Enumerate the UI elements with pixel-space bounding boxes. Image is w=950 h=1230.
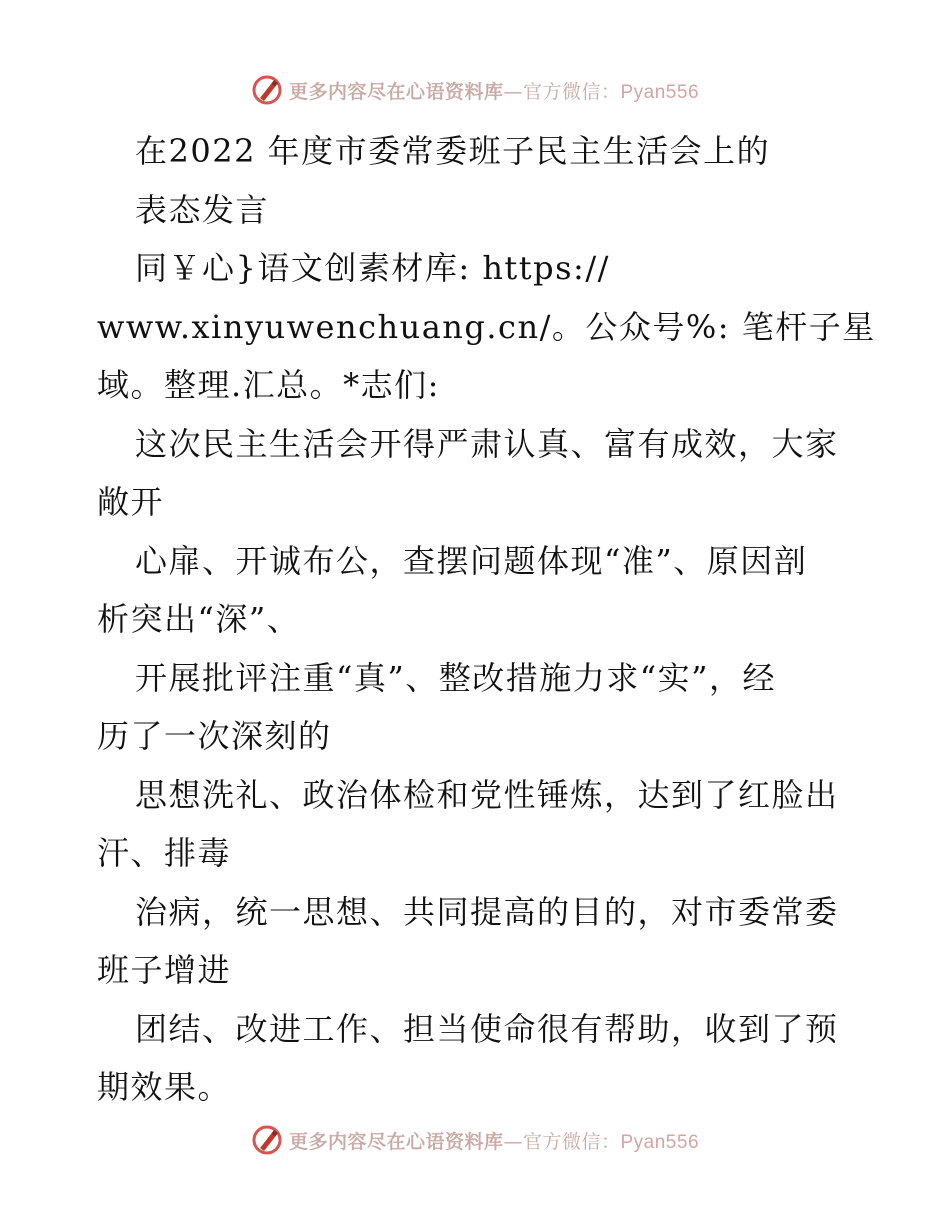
header-watermark bbox=[0, 70, 950, 110]
watermark-text bbox=[289, 77, 699, 104]
footer-watermark bbox=[0, 1120, 950, 1160]
watermark-dash: — bbox=[503, 1130, 523, 1153]
doc-line: 开展批评注重“真”、整改措施力求“实”，经 bbox=[135, 658, 776, 697]
doc-line: 析突出“深”、 bbox=[97, 600, 301, 638]
doc-line: 思想洗礼、政治体检和党性锤炼，达到了红脸出 bbox=[135, 775, 839, 814]
document-body bbox=[97, 122, 876, 1117]
watermark-main: 更多内容尽在心语资料库 bbox=[288, 80, 504, 103]
pen-logo-icon bbox=[251, 1124, 283, 1156]
watermark-text bbox=[289, 1127, 699, 1154]
watermark-dash: — bbox=[503, 80, 523, 103]
doc-line: www.xinyuwenchuang.cn/。公众号%: 笔杆子星 bbox=[97, 307, 876, 346]
doc-line: 表态发言 bbox=[135, 190, 270, 229]
doc-line: 治病，统一思想、共同提高的目的，对市委常委 bbox=[135, 892, 839, 931]
doc-line: 域。整理.汇总。*志们: bbox=[97, 366, 440, 404]
doc-line: 历了一次深刻的 bbox=[97, 717, 332, 755]
watermark-id: Pyan556 bbox=[620, 1131, 700, 1153]
doc-line: 期效果。 bbox=[97, 1068, 232, 1106]
doc-line: 敞开 bbox=[97, 483, 165, 521]
watermark-id: Pyan556 bbox=[620, 81, 700, 103]
doc-line: 汗、排毒 bbox=[97, 834, 232, 872]
watermark-side: 官方微信： bbox=[522, 80, 621, 103]
pen-logo-icon bbox=[251, 74, 283, 106]
doc-line: 在2022 年度市委常委班子民主生活会上的 bbox=[135, 132, 771, 170]
doc-line: 同￥心}语文创素材库: https:// bbox=[135, 249, 610, 287]
doc-line: 团结、改进工作、担当使命很有帮助，收到了预 bbox=[135, 1009, 839, 1048]
watermark-main: 更多内容尽在心语资料库 bbox=[288, 1130, 504, 1153]
doc-line: 心扉、开诚布公，查摆问题体现“准”、原因剖 bbox=[135, 541, 808, 580]
doc-line: 这次民主生活会开得严肃认真、富有成效，大家 bbox=[135, 424, 839, 463]
watermark-side: 官方微信： bbox=[522, 1130, 621, 1153]
doc-line: 班子增进 bbox=[97, 951, 232, 989]
